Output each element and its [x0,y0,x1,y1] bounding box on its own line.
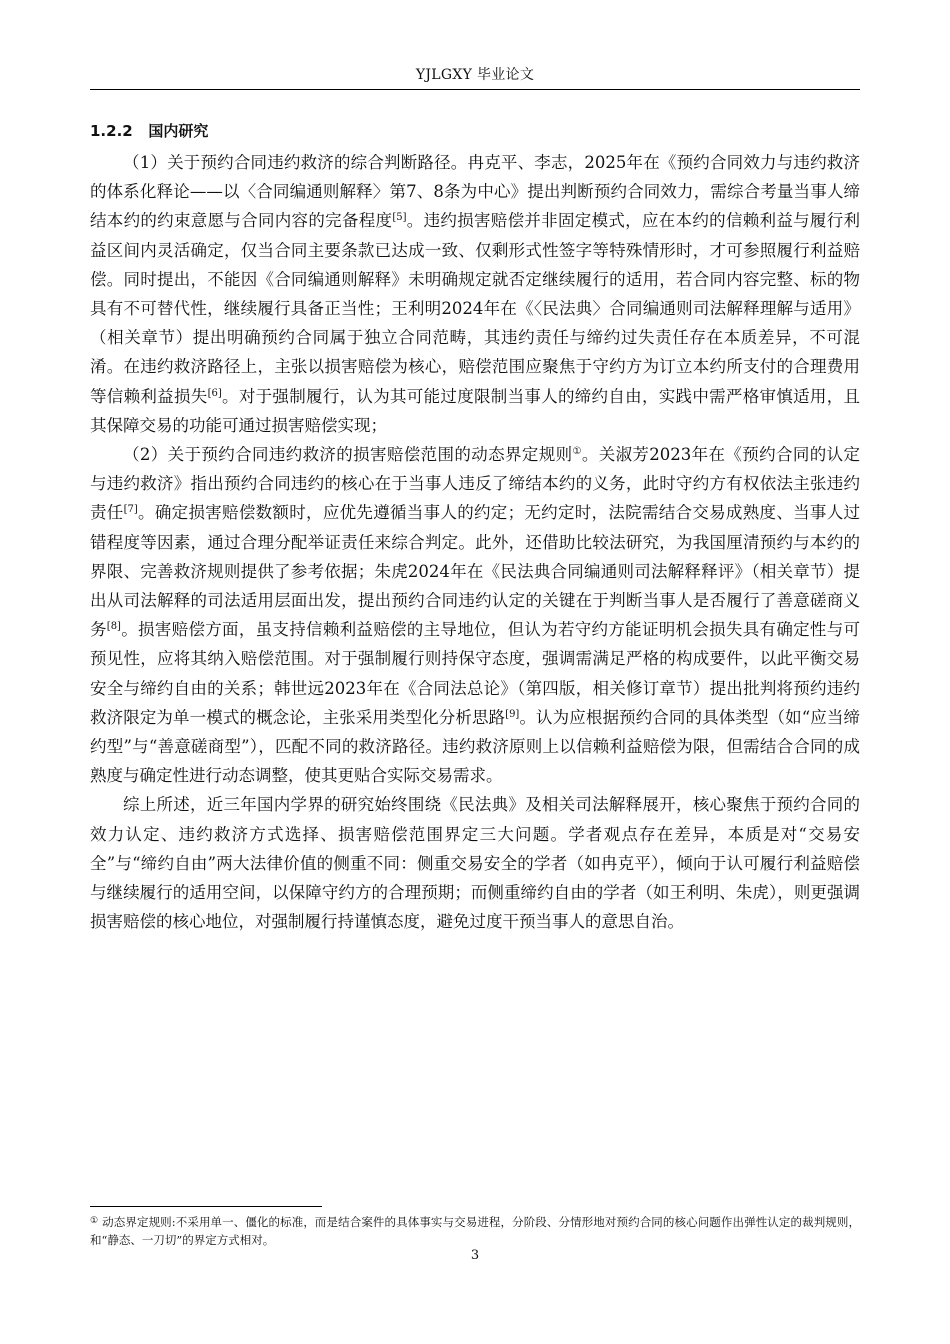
paragraph [90,440,860,790]
paragraph [90,790,860,936]
paragraph-text: 。确定损害赔偿数额时，应优先遵循当事人的约定；无约定时，法院需结合交易成熟度、当事人过错程度等因素，通过合理分配举证责任来综合判定。此外，还借助比较法研究，为我国厘清预约与本约的界限、完善救济规则提供了参考依据；朱虎2024年在《民法典合同编通则司法解释释评》（相关章节）提出从司法解释的司法适用层面出发，提出预约合同违约认定的关键在于判断当事人是否履行了善意磋商义务 [90,503,861,640]
paragraph-text: 。对于强制履行，认为其可能过度限制当事人的缔约自由，实践中需严格审慎适用，且其保障交易的功能可通过损害赔偿实现； [90,386,861,435]
paragraph-text: 。损害赔偿方面，虽支持信赖利益赔偿的主导地位，但认为若守约方能证明机会损失具有确定性与可预见性，应将其纳入赔偿范围。对于强制履行则持保守态度，强调需满足严格的构成要件，以此平衡交易安全与缔约自由的关系；韩世远2023年在《合同法总论》（第四版，相关修订章节）提出批判将预约违约救济限定为单一模式的概念论，主张采用类型化分析思路 [90,620,861,727]
header-rule [90,89,860,90]
footnote [90,1212,860,1249]
citation-mark: ① [572,446,582,458]
paragraph-text: （1）关于预约合同违约救济的综合判断路径。冉克平、李志，2025年在《预约合同效力与违约救济的体系化释论——以〈合同编通则解释〉第7、8条为中心》提出判断预约合同效力，需综合考量当事人缔结本约的约束意愿与合同内容的完备程度 [90,153,860,231]
section-heading: 1.2.2 国内研究 [90,122,209,140]
footnote-text: 动态界定规则:不采用单一、僵化的标准，而是结合案件的具体事实与交易进程，分阶段、分情形地对预约合同的核心问题作出弹性认定的裁判规则，和“静态、一刀切”的界定方式相对。 [90,1215,860,1247]
paragraph-text: 。关淑芳2023年在《预约合同的认定与违约救济》指出预约合同违约的核心在于当事人违反了缔结本约的义务，此时守约方有权依法主张违约责任 [90,445,860,523]
citation-mark: [6] [207,387,222,399]
footnote-rule [90,1206,322,1207]
citation-mark: [8] [106,621,121,633]
paragraph-text: 。认为应根据预约合同的具体类型（如“应当缔约型”与“善意磋商型”），匹配不同的救济路径。违约救济原则上以信赖利益赔偿为限，但需结合合同的成熟度与确定性进行动态调整，使其更贴合实际交易需求。 [90,707,861,786]
paragraph-text: （2）关于预约合同违约救济的损害赔偿范围的动态界定规则 [123,445,573,465]
citation-mark: [9] [505,708,520,720]
paragraph [90,148,860,440]
page-number: 3 [470,1248,480,1263]
paragraph-text: 综上所述，近三年国内学界的研究始终围绕《民法典》及相关司法解释展开，核心聚焦于预约合同的效力认定、违约救济方式选择、损害赔偿范围界定三大问题。学者观点存在差异，本质是对“交易安全”与“缔约自由”两大法律价值的侧重不同：侧重交易安全的学者（如冉克平），倾向于认可履行利益赔偿与继续履行的适用空间，以保障守约方的合理预期；而侧重缔约自由的学者（如王利明、朱虎），则更强调损害赔偿的核心地位，对强制履行持谨慎态度，避免过度干预当事人的意思自治。 [90,795,860,932]
paragraph-text: 。违约损害赔偿并非固定模式，应在本约的信赖利益与履行利益区间内灵活确定，仅当合同主要条款已达成一致、仅剩形式性签字等特殊情形时，才可参照履行利益赔偿。同时提出，不能因《合同编通则解释》未明确规定就否定继续履行的适用，若合同内容完整、标的物具有不可替代性，继续履行具备正当性；王利明2024年在《〈民法典〉合同编通则司法解释理解与适用》（相关章节）提出明确预约合同属于独立合同范畴，其违约责任与缔约过失责任存在本质差异，不可混淆。在违约救济路径上，主张以损害赔偿为核心，赔偿范围应聚焦于守约方为订立本约所支付的合理费用等信赖利益损失 [90,211,861,406]
citation-mark: [7] [123,504,138,516]
footnote-mark: ① [90,1216,99,1226]
body-text [90,148,860,936]
citation-mark: [5] [392,212,407,224]
page-header: YJLGXY 毕业论文 [415,67,535,83]
